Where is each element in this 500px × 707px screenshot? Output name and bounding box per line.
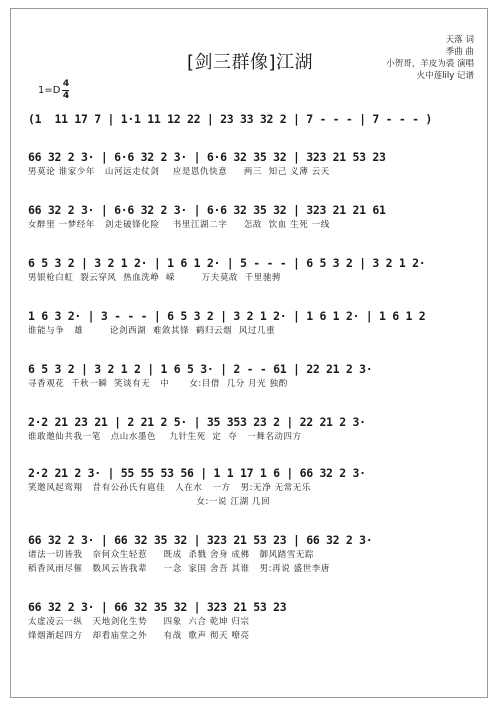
notation-line: (1 11 17 7 | 1·1 11 12 22 | 23 33 32 2 | 7 - - - | 7 - - - ): [28, 112, 433, 126]
lyric-line: 稻香风雨尽催 数风云皆我辈 一念 家国 舍吾 其谁 男:再说 盛世李唐: [28, 564, 330, 574]
lyric-line: 女醉里 一梦经年 剑走破锋化险 书里江湖二字 怎敌 饮血 生死 一线: [28, 220, 330, 230]
credits-block: [386, 34, 474, 82]
notation-line: 1 6 3 2· | 3 - - - | 6 5 3 2 | 3 2 1 2· | 1 6 1 2· | 1 6 1 2: [28, 309, 426, 323]
score-row: [28, 149, 476, 179]
score-row: [28, 361, 476, 391]
lyric-line: 男莫论 谁家少年 山河远走仗剑 应是恩仇快意 两三 知己 义薄 云天: [28, 167, 330, 177]
lyric-line: 笑邀风起鸾翔 昔有公孙氏有扈佳 人在水 一方 男:无净 无常无乐: [28, 483, 311, 493]
score-row: [28, 308, 476, 338]
credit-transcriber: 火中莲lily 记谱: [416, 71, 474, 81]
lyric-line: 诸法一切皆我 奈何众生轻惹 既成 杀戮 舍身 成佛 御风踏雪无踪: [28, 550, 315, 560]
notation-line: 2·2 21 2 3· | 55 55 53 56 | 1 1 17 1 6 | 66 32 2 3·: [28, 466, 366, 480]
credit-composer: 季曲 曲: [445, 47, 474, 57]
score-row: [28, 414, 476, 444]
key-signature: [38, 80, 69, 101]
score-row: [28, 532, 476, 576]
score-row: [28, 465, 476, 509]
lyric-line: 谁能与争 雄 论剑西湖 难敛其锋 鹤归云烟 风过几重: [28, 326, 276, 336]
time-signature: [62, 80, 69, 101]
notation-line: 66 32 2 3· | 6·6 32 2 3· | 6·6 32 35 32 | 323 21 21 61: [28, 203, 386, 217]
credit-lyricist: 天落 词: [445, 35, 474, 45]
notation-line: 2·2 21 23 21 | 2 21 2 5· | 35 353 23 2 | 22 21 2 3·: [28, 415, 366, 429]
notation-line: 66 32 2 3· | 66 32 35 32 | 323 21 53 23: [28, 600, 287, 614]
credit-performers: 小贺哥，羊皮为裘 演唱: [386, 59, 474, 69]
notation-line: 66 32 2 3· | 6·6 32 2 3· | 6·6 32 35 32 | 323 21 53 23: [28, 150, 386, 164]
lyric-line: 烽烟渐起四方 却看庙堂之外 有战 歌声 彻天 嘹亮: [28, 631, 250, 641]
score-row: [28, 255, 476, 285]
key-label: 1=D: [38, 85, 61, 96]
score-row: [28, 111, 476, 127]
lyric-line: 男银枪白虹 裂云穿风 热血洗峥 嵘 万夫莫敌 千里驰骋: [28, 273, 282, 283]
notation-line: 6 5 3 2 | 3 2 1 2 | 1 6 5 3· | 2 - - 61 | 22 21 2 3·: [28, 362, 373, 376]
song-title: [剑三群像]江湖: [186, 52, 314, 73]
score-row: [28, 599, 476, 643]
lyric-line: 寻香观花 千秋一瞬 笑谈有无 中 女:目借 几分 月光 独酌: [28, 379, 288, 389]
time-sig-bottom: 4: [62, 91, 70, 101]
notation-line: 66 32 2 3· | 66 32 35 32 | 323 21 53 23 | 66 32 2 3·: [28, 533, 373, 547]
score-row: [28, 202, 476, 232]
time-sig-top: 4: [62, 79, 70, 89]
lyric-line: 谁敢邀仙共我一笔 点山水墨色 九针生死 定 夺 一舞名动四方: [28, 432, 302, 442]
lyric-line: 太虚凌云一纵 天地剑化生势 四象 六合 乾坤 归宗: [28, 617, 250, 627]
notation-line: 6 5 3 2 | 3 2 1 2· | 1 6 1 2· | 5 - - - | 6 5 3 2 | 3 2 1 2·: [28, 256, 426, 270]
lyric-line: 女:一说 江湖 几回: [28, 497, 271, 507]
